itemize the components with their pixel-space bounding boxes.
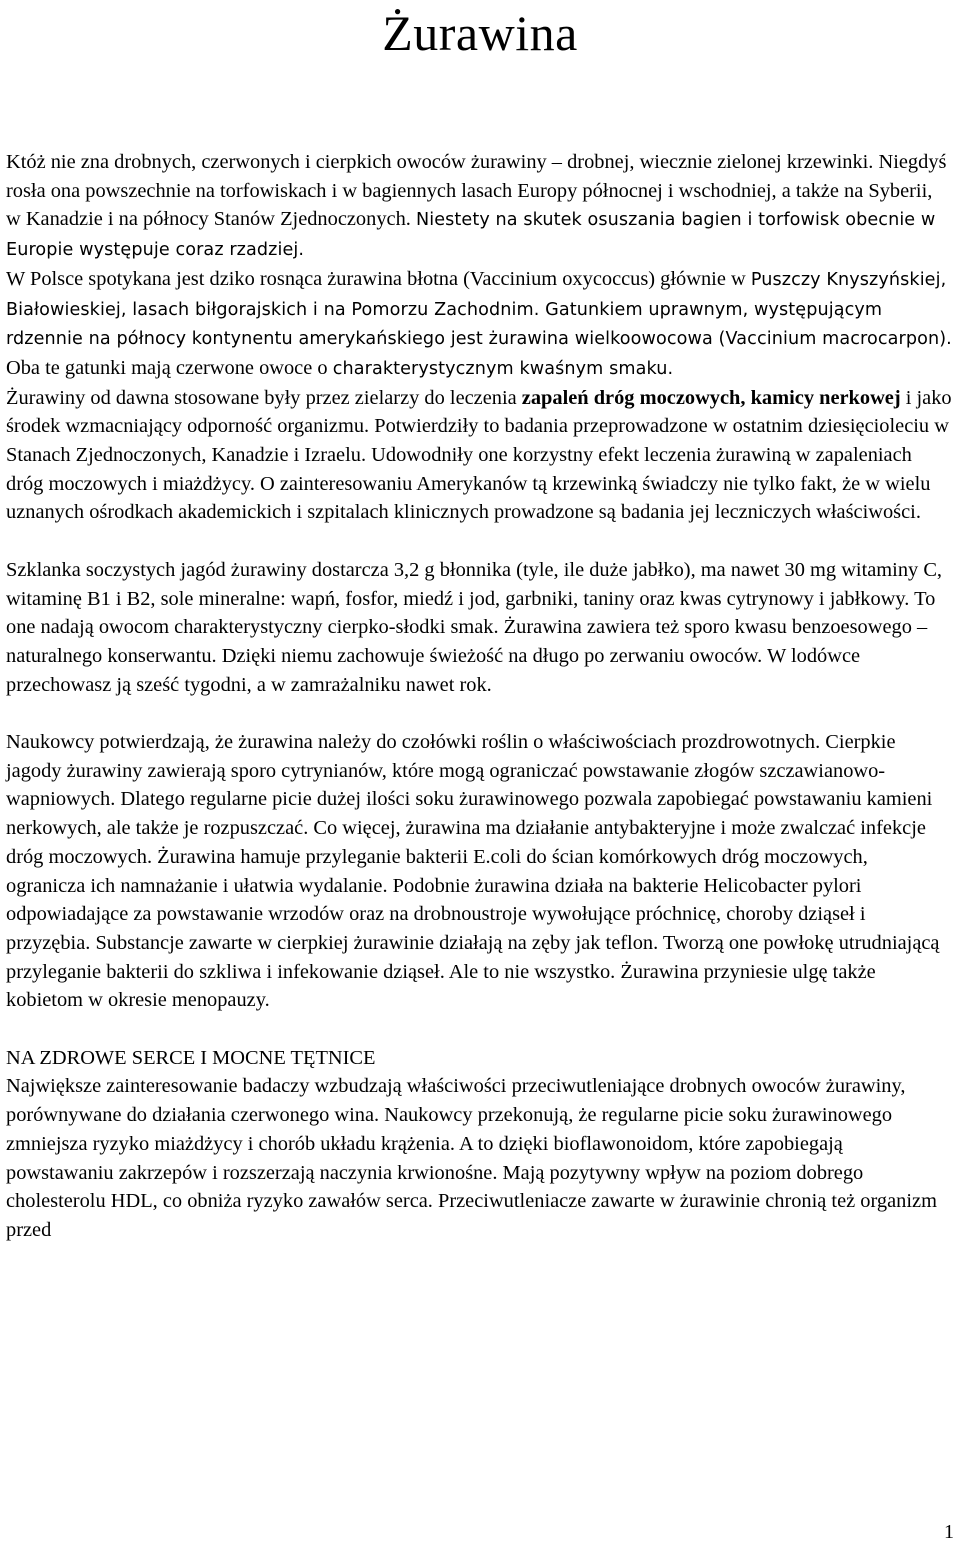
paragraph-heart: Największe zainteresowanie badaczy wzbudzają właściwości przeciwutleniające drobnych owoców żurawiny, porównywane do działania czerwonego wina. Naukowcy przekonują, że regularne picie soku żurawinowego zmniejsza ryzyko miażdżycy i chorób układu krążenia. A to dzięki bioflawonoidom, które zapobiegają powstawaniu zakrzepów i rozszerzają naczynia krwionośne. Mają pozytywny wpływ na poziom dobrego cholesterolu HDL, co obniża ryzyko zawałów serca. Przeciwutleniacze zawarte w żurawinie chronią też organizm przed	[6, 1075, 937, 1241]
paragraph-spacer	[6, 527, 952, 556]
intro-block	[6, 148, 952, 527]
paragraph-nutrition: Szklanka soczystych jagód żurawiny dostarcza 3,2 g błonnika (tyle, ile duże jabłko), ma nawet 30 mg witaminy C, witaminę B1 i B2, sole mineralne: wapń, fosfor, miedź i jod, garbniki, taniny oraz kwas cytrynowy i jabłkowy. To one nadają owocom charakterystyczny cierpko-słodki smak. Żurawina zawiera też sporo kwasu benzoesowego – naturalnego konserwantu. Dzięki niemu zachowuje świeżość na długo po zerwaniu owoców. W lodówce przechowasz ją sześć tygodni, a w zamrażalniku nawet rok.	[6, 558, 943, 696]
intro-text-4: Puszczy Knyszyńskiej, Białowieskiej, lasach biłgorajskich i na Pomorzu Zachodnim. Gatunkiem uprawnym, występującym rdzennie na północy kontynentu amerykańskiego jest żurawina wielkoowocowa (Vaccinium macrocarpon).	[6, 269, 952, 350]
intro-text-7: Żurawiny od dawna stosowane były przez zielarzy do leczenia	[6, 386, 522, 409]
intro-text-3: W Polsce spotykana jest dziko rosnąca żurawina błotna (Vaccinium oxycoccus) głównie w	[6, 267, 746, 290]
intro-text-6: charakterystycznym kwaśnym smaku.	[332, 358, 674, 379]
intro-text-1: Któż nie zna drobnych, czerwonych i cierpkich owoców żurawiny – drobnej, wiecznie zielonej krzewinki. Niegdyś rosła ona powszechnie na torfowiskach i w bagiennych lasach Europy północnej i wschodniej, a także na Syberii, w Kanadzie i na północy Stanów Zjednoczonych.	[6, 151, 947, 231]
page-title: Żurawina	[382, 5, 578, 61]
section-heading: NA ZDROWE SERCE I MOCNE TĘTNICE	[6, 1046, 376, 1069]
paragraph-health: Naukowcy potwierdzają, że żurawina należy do czołówki roślin o właściwościach prozdrowotnych. Cierpkie jagody żurawiny zawierają sporo cytrynianów, które mogą ograniczać powstawanie złogów szczawianowo-wapniowych. Dlatego regularne picie dużej ilości soku żurawinowego pozwala zapobiegać powstawaniu kamieni nerkowych, ale także je rozpuszczać. Co więcej, żurawina ma działanie antybakteryjne i może zwalczać infekcje dróg moczowych. Żurawina hamuje przyleganie bakterii E.coli do ścian komórkowych dróg moczowych, ogranicza ich namnażanie i ułatwia wydalanie. Podobnie żurawina działa na bakterie Helicobacter pylori odpowiadające za powstawanie wrzodów oraz na drobnoustroje wywołujące próchnicę, choroby dziąseł i przyzębia. Substancje zawarte w cierpkiej żurawinie działają na zęby jak teflon. Tworzą one powłokę utrudniającą przyleganie bakterii do szkliwa i infekowanie dziąseł. Ale to nie wszystko. Żurawina przyniesie ulgę także kobietom w okresie menopauzy.	[6, 731, 940, 1012]
document-body	[6, 148, 952, 1245]
intro-text-2: Niestety na skutek osuszania bagien i torfowisk obecnie w Europie występuje coraz rzadziej.	[6, 210, 936, 261]
page-number: 1	[944, 1521, 954, 1543]
paragraph-spacer	[6, 699, 952, 728]
intro-text-8: i jako środek wzmacniający odporność organizmu. Potwierdziły to badania przeprowadzone w ostatnim dziesięcioleciu w Stanach Zjednoczonych, Kanadzie i Izraelu. Udowodniły one korzystny efekt leczenia żurawiną w zapaleniach dróg moczowych i miażdżycy. O zainteresowaniu Amerykanów tą krzewinką świadczy nie tylko fakt, że w wielu uznanych ośrodkach akademickich i szpitalach klinicznych prowadzone są badania jej leczniczych właściwości.	[6, 386, 952, 524]
intro-bold-conditions: zapaleń dróg moczowych, kamicy nerkowej	[521, 386, 901, 409]
paragraph-spacer	[6, 1015, 952, 1044]
intro-text-5: Oba te gatunki mają czerwone owoce o	[6, 356, 328, 379]
